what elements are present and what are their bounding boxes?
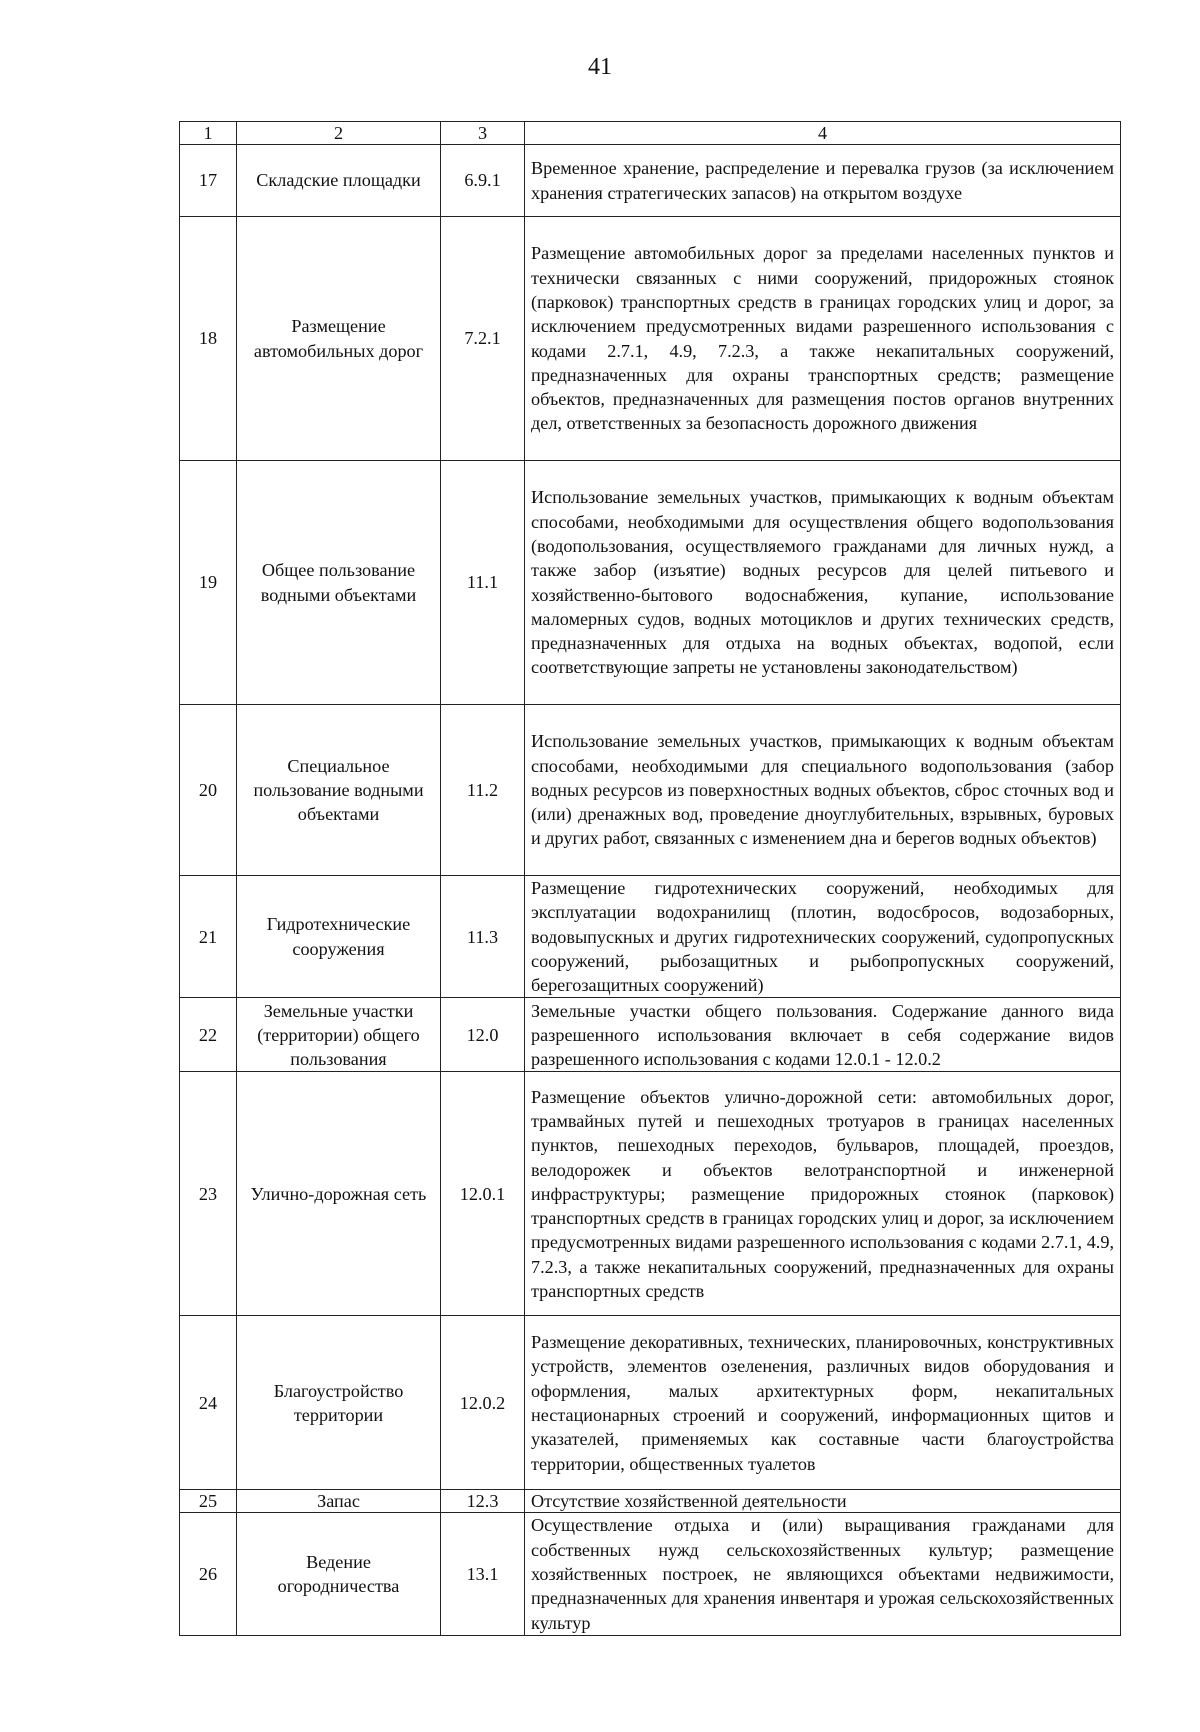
land-use-description: Размещение декоративных, технических, планировочных, конструктивных устройств, элементов озеленения, различных видов оборудования и оформления, малых архитектурных форм, некапитальных нестационарных строений и сооружений, информационных щитов и указателей, применяемых как составные части благоустройства территории, общественных туалетов bbox=[525, 1316, 1121, 1490]
land-use-code: 11.1 bbox=[441, 461, 525, 705]
table-row bbox=[180, 705, 1121, 876]
land-use-code: 12.0.1 bbox=[441, 1072, 525, 1316]
row-number: 19 bbox=[180, 461, 237, 705]
land-use-description: Земельные участки общего пользования. Содержание данного вида разрешенного использования включает в себя содержание видов разрешенного использования с кодами 12.0.1 - 12.0.2 bbox=[525, 998, 1121, 1072]
table-row bbox=[180, 1316, 1121, 1490]
row-number: 24 bbox=[180, 1316, 237, 1490]
row-number: 18 bbox=[180, 217, 237, 461]
land-use-name: Складские площадки bbox=[237, 145, 441, 217]
table-row bbox=[180, 1513, 1121, 1635]
land-use-code: 7.2.1 bbox=[441, 217, 525, 461]
row-number: 23 bbox=[180, 1072, 237, 1316]
land-use-code: 13.1 bbox=[441, 1513, 525, 1635]
land-use-name: Улично-дорожная сеть bbox=[237, 1072, 441, 1316]
land-use-name: Ведение огородничества bbox=[237, 1513, 441, 1635]
land-use-description: Размещение гидротехнических сооружений, необходимых для эксплуатации водохранилищ (плотин, водосбросов, водозаборных, водовыпускных и других гидротехнических сооружений, судопропускных сооружений, рыбозащитных и рыбопропускных сооружений, берегозащитных сооружений) bbox=[525, 876, 1121, 998]
column-header: 4 bbox=[525, 122, 1121, 145]
land-use-name: Благоустройство территории bbox=[237, 1316, 441, 1490]
land-use-code: 11.2 bbox=[441, 705, 525, 876]
land-use-name: Общее пользование водными объектами bbox=[237, 461, 441, 705]
land-use-description: Использование земельных участков, примыкающих к водным объектам способами, необходимыми для специального водопользования (забор водных ресурсов из поверхностных водных объектов, сброс сточных вод и (или) дренажных вод, проведение дноуглубительных, взрывных, буровых и других работ, связанных с изменением дна и берегов водных объектов) bbox=[525, 705, 1121, 876]
land-use-code: 12.0.2 bbox=[441, 1316, 525, 1490]
land-use-description: Осуществление отдыха и (или) выращивания гражданами для собственных нужд сельскохозяйственных культур; размещение хозяйственных построек, не являющихся объектами недвижимости, предназначенных для хранения инвентаря и урожая сельскохозяйственных культур bbox=[525, 1513, 1121, 1635]
land-use-name: Гидротехнические сооружения bbox=[237, 876, 441, 998]
land-use-name: Специальное пользование водными объектами bbox=[237, 705, 441, 876]
row-number: 25 bbox=[180, 1490, 237, 1513]
row-number: 21 bbox=[180, 876, 237, 998]
row-number: 20 bbox=[180, 705, 237, 876]
table-row bbox=[180, 461, 1121, 705]
land-use-description: Использование земельных участков, примыкающих к водным объектам способами, необходимыми для осуществления общего водопользования (водопользования, осуществляемого гражданами для личных нужд, а также забор (изъятие) водных ресурсов для целей питьевого и хозяйственно-бытового водоснабжения, купание, использование маломерных судов, водных мотоциклов и других технических средств, предназначенных для отдыха на водных объектах, водопой, если соответствующие запреты не установлены законодательством) bbox=[525, 461, 1121, 705]
land-use-description: Размещение автомобильных дорог за пределами населенных пунктов и технически связанных с ними сооружений, придорожных стоянок (парковок) транспортных средств в границах городских улиц и дорог, за исключением предусмотренных видами разрешенного использования с кодами 2.7.1, 4.9, 7.2.3, а также некапитальных сооружений, предназначенных для охраны транспортных средств; размещение объектов, предназначенных для размещения постов органов внутренних дел, ответственных за безопасность дорожного движения bbox=[525, 217, 1121, 461]
table-row bbox=[180, 1490, 1121, 1513]
land-use-code: 12.3 bbox=[441, 1490, 525, 1513]
land-use-name: Размещение автомобильных дорог bbox=[237, 217, 441, 461]
column-header: 2 bbox=[237, 122, 441, 145]
land-use-description: Временное хранение, распределение и перевалка грузов (за исключением хранения стратегических запасов) на открытом воздухе bbox=[525, 145, 1121, 217]
land-use-description: Размещение объектов улично-дорожной сети: автомобильных дорог, трамвайных путей и пешеходных тротуаров в границах населенных пунктов, пешеходных переходов, бульваров, площадей, проездов, велодорожек и объектов велотранспортной и инженерной инфраструктуры; размещение придорожных стоянок (парковок) транспортных средств в границах городских улиц и дорог, за исключением предусмотренных видами разрешенного использования с кодами 2.7.1, 4.9, 7.2.3, а также некапитальных сооружений, предназначенных для охраны транспортных средств bbox=[525, 1072, 1121, 1316]
land-use-description: Отсутствие хозяйственной деятельности bbox=[525, 1490, 1121, 1513]
land-use-name: Земельные участки (территории) общего пользования bbox=[237, 998, 441, 1072]
row-number: 26 bbox=[180, 1513, 237, 1635]
table-row bbox=[180, 145, 1121, 217]
table-row bbox=[180, 1072, 1121, 1316]
column-header: 1 bbox=[180, 122, 237, 145]
land-use-code: 6.9.1 bbox=[441, 145, 525, 217]
row-number: 17 bbox=[180, 145, 237, 217]
table-row bbox=[180, 217, 1121, 461]
table-header-row bbox=[180, 122, 1121, 145]
land-use-code: 12.0 bbox=[441, 998, 525, 1072]
row-number: 22 bbox=[180, 998, 237, 1072]
land-use-table bbox=[179, 121, 1121, 1636]
table-row bbox=[180, 998, 1121, 1072]
page-number: 41 bbox=[588, 54, 612, 80]
land-use-code: 11.3 bbox=[441, 876, 525, 998]
table-row bbox=[180, 876, 1121, 998]
land-use-name: Запас bbox=[237, 1490, 441, 1513]
column-header: 3 bbox=[441, 122, 525, 145]
